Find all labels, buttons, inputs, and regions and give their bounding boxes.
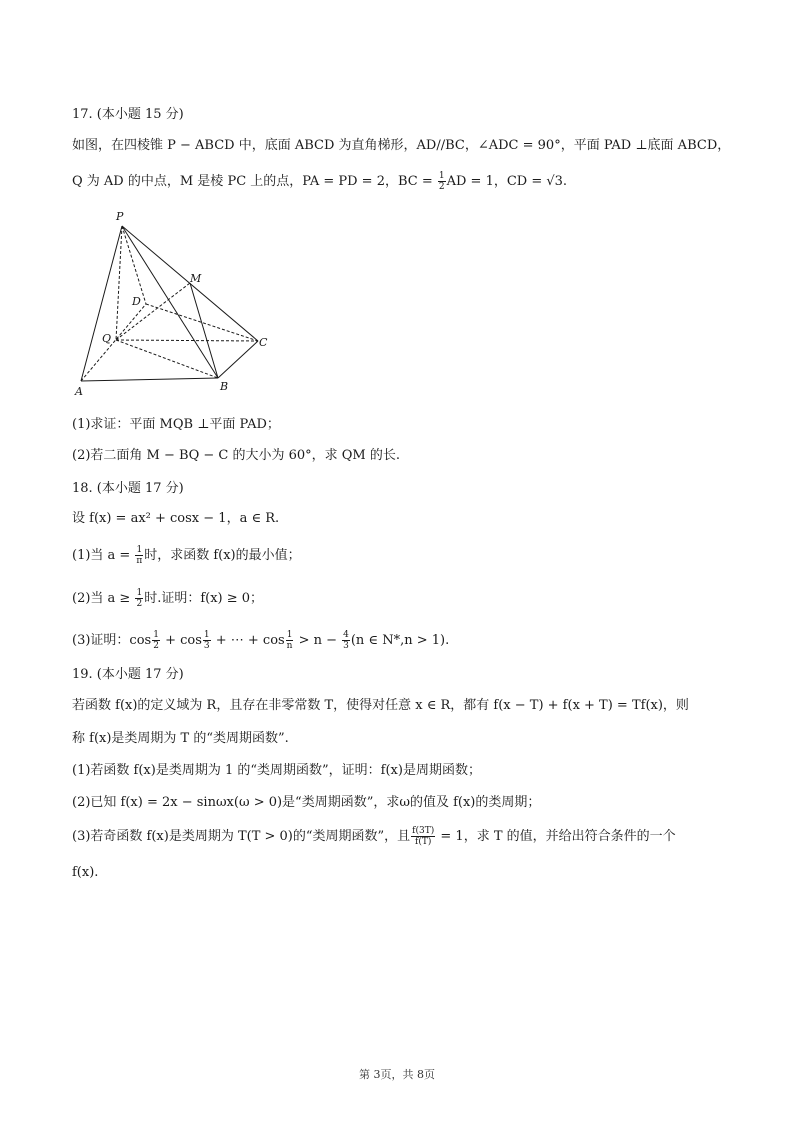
q17-part1: (1)求证：平面 MQB ⊥平面 PAD； — [72, 417, 280, 432]
q19-part3-a: (3)若奇函数 f(x)是类周期为 T(T > 0)的“类周期函数”，且 — [72, 829, 411, 844]
label-B: B — [220, 380, 229, 393]
q18-part2-b: 时.证明：f(x) ≥ 0； — [144, 591, 264, 606]
frac-denominator: π — [136, 556, 143, 566]
frac-numerator: 4 — [343, 630, 349, 640]
edge-MB — [190, 283, 218, 378]
q18-part1-fraction — [135, 545, 143, 566]
q19-line2: 称 f(x)是类周期为 T 的“类周期函数”. — [72, 731, 289, 746]
frac-denominator: 2 — [153, 641, 159, 651]
q18-part3-c: + ⋯ + cos — [211, 633, 285, 648]
pyramid-figure — [72, 206, 272, 398]
q18-part1-a: (1)当 a = — [72, 548, 135, 563]
q18-part3-frac1 — [152, 630, 160, 651]
frac-numerator: 1 — [136, 588, 143, 598]
edge-AB — [81, 378, 218, 381]
q18-part3-frac3 — [286, 630, 294, 651]
q19-part3-fraction — [411, 826, 435, 847]
q19-part2: (2)已知 f(x) = 2x − sinωx(ω > 0)是“类周期函数”，求ω的值及 f(x)的类周期； — [72, 795, 541, 810]
page-footer: 第 3页，共 8页 — [359, 1068, 435, 1081]
label-A: A — [75, 385, 83, 398]
edge-QM — [116, 283, 190, 340]
q17-header: 17. (本小题 15 分) — [72, 107, 184, 122]
q18-part2-a: (2)当 a ≥ — [72, 591, 135, 606]
frac-denominator: 3 — [203, 641, 210, 651]
frac-numerator: 1 — [438, 171, 445, 181]
q18-part3-e: (n ∈ N*,n > 1). — [350, 633, 450, 648]
q18-header: 18. (本小题 17 分) — [72, 481, 184, 496]
edge-PA — [81, 226, 122, 381]
label-P: P — [116, 210, 124, 223]
edge-PQ — [116, 226, 122, 340]
label-M: M — [190, 272, 202, 285]
q19-line1: 若函数 f(x)的定义域为 R，且存在非零常数 T，使得对任意 x ∈ R，都有 f(x − T) + f(x + T) = Tf(x)，则 — [72, 698, 689, 713]
label-Q: Q — [102, 332, 112, 345]
q19-part3-line2: f(x). — [72, 865, 99, 880]
q17-line2 — [72, 171, 567, 192]
frac-denominator: 2 — [438, 182, 445, 192]
q19-part3 — [72, 826, 676, 847]
label-D: D — [132, 295, 141, 308]
frac-numerator: f(3T) — [412, 826, 435, 836]
q17-line1: 如图，在四棱锥 P − ABCD 中，底面 ABCD 为直角梯形，AD//BC，∠ADC = 90°，平面 PAD ⊥底面 ABCD， — [72, 138, 731, 153]
q18-part3-a: (3)证明：cos — [72, 633, 152, 648]
q19-header: 19. (本小题 17 分) — [72, 667, 184, 682]
edge-BC — [218, 341, 258, 378]
q18-part3 — [72, 630, 449, 651]
q19-part3-b: = 1，求 T 的值，并给出符合条件的一个 — [436, 829, 676, 844]
edge-QC — [116, 340, 258, 341]
frac-denominator: 2 — [136, 599, 143, 609]
q18-part3-frac4 — [342, 630, 350, 651]
q18-part3-frac2 — [203, 630, 211, 651]
q18-part2-fraction — [135, 588, 143, 609]
q17-line2-b: AD = 1，CD = √3. — [446, 174, 568, 189]
frac-denominator: f(T) — [415, 837, 432, 847]
frac-numerator: 1 — [286, 630, 293, 640]
q18-part1-b: 时，求函数 f(x)的最小值； — [144, 548, 301, 563]
frac-numerator: 1 — [153, 630, 159, 640]
label-C: C — [259, 336, 268, 349]
q18-part1 — [72, 545, 301, 566]
edge-PD — [122, 226, 146, 304]
q17-line2-a: Q 为 AD 的中点，M 是棱 PC 上的点，PA = PD = 2，BC = — [72, 174, 437, 189]
frac-denominator: 3 — [343, 641, 349, 651]
q18-part3-d: > n − — [294, 633, 342, 648]
q18-line1: 设 f(x) = ax² + cosx − 1，a ∈ R. — [72, 511, 280, 526]
edge-QB — [116, 340, 218, 378]
q18-part2 — [72, 588, 263, 609]
q19-part1: (1)若函数 f(x)是类周期为 1 的“类周期函数”，证明：f(x)是周期函数； — [72, 763, 481, 778]
q17-part2: (2)若二面角 M − BQ − C 的大小为 60°，求 QM 的长. — [72, 448, 401, 463]
frac-denominator: n — [286, 641, 293, 651]
q18-part3-b: + cos — [160, 633, 202, 648]
q17-fraction — [438, 171, 446, 192]
frac-numerator: 1 — [136, 545, 143, 555]
frac-numerator: 1 — [203, 630, 210, 640]
